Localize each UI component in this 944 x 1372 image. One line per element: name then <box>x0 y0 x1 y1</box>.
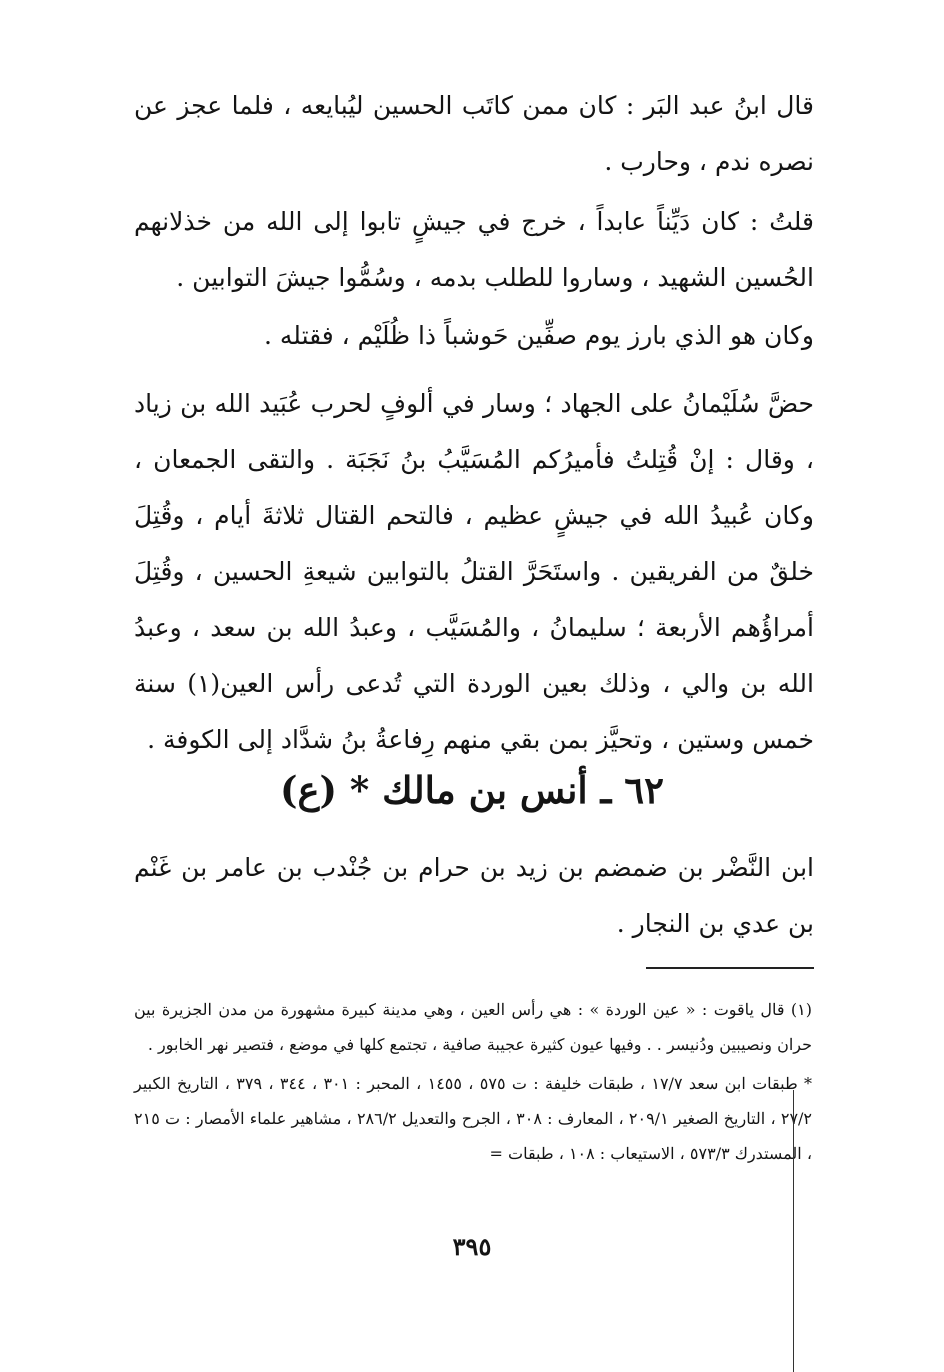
paragraph-battle-ain-al-warda: حضَّ سُلَيْمانُ على الجهاد ؛ وسار في ألوفٍ لحرب عُبَيد الله بن زياد ، وقال : إنْ قُتِلتُ فأميرُكم المُسَيَّبُ بنُ نَجَبَة . والتقى الجمعان ، وكان عُبيدُ الله في جيشٍ عظيم ، فالتحم القتال ثلاثةَ أيام ، وقُتِلَ خلقٌ من الفريقين . واستَحَرَّ القتلُ بالتوابين شيعةِ الحسين ، وقُتِلَ أمراؤُهم الأربعة ؛ سليمانُ ، والمُسَيَّب ، وعبدُ الله بن سعد ، وعبدُ الله بن والي ، وذلك بعين الوردة التي تُدعى رأس العين(١) سنة خمس وستين ، وتحيَّز بمن بقي منهم رِفاعةُ بنُ شدَّاد إلى الكوفة . <box>134 389 814 754</box>
biography-heading: ٦٢ ـ أنس بن مالك * (ع) <box>279 768 665 812</box>
footnotes-section <box>134 992 812 1171</box>
paragraph-ibn-abd-al-barr: قال ابنُ عبد البَر : كان ممن كاتَب الحسين ليُبايعه ، فلما عجز عن نصره ندم ، وحارب . <box>134 91 814 176</box>
paragraph-author-note: قلتُ : كان دَيِّناً عابداً ، خرج في جيشٍ تابوا إلى الله من خذلانهم الحُسين الشهيد ، وساروا للطلب بدمه ، وسُمُّوا جيشَ التوابين . <box>134 207 814 292</box>
page-number: ٣٩٥ <box>452 1232 492 1261</box>
footnote-sources: * طبقات ابن سعد ١٧/٧ ، طبقات خليفة : ت ٥٧٥ ، ١٤٥٥ ، المحبر : ٣٠١ ، ٣٤٤ ، ٣٧٩ ، التاريخ الكبير ٢٧/٢ ، التاريخ الصغير ٢٠٩/١ ، المعارف : ٣٠٨ ، الجرح والتعديل ٢٨٦/٢ ، مشاهير علماء الأمصار : ت ٢١٥ ، المستدرك ٥٧٣/٣ ، الاستيعاب : ١٠٨ ، طبقات = <box>134 1074 813 1163</box>
footnote-1: (١) قال ياقوت : « عين الوردة » : هي رأس العين ، وهي مدينة كبيرة مشهورة من مدن الجزيرة بين حران ونصيبين ودُنيسر . . وفيها عيون كثيرة عجيبة صافية ، تجتمع كلها في موضع ، فتصير نهر الخابور . <box>134 1000 812 1054</box>
paragraph-lineage: ابن النَّضْر بن ضمضم بن زيد بن حرام بن جُنْدب بن عامر بن غَنْم بن عدي بن النجار . <box>134 853 814 938</box>
paragraph-siffin: وكان هو الذي بارز يوم صفِّين حَوشباً ذا ظُلَيْم ، فقتله . <box>264 321 814 350</box>
scan-margin-line <box>793 1090 794 1372</box>
footnote-separator <box>646 967 814 969</box>
